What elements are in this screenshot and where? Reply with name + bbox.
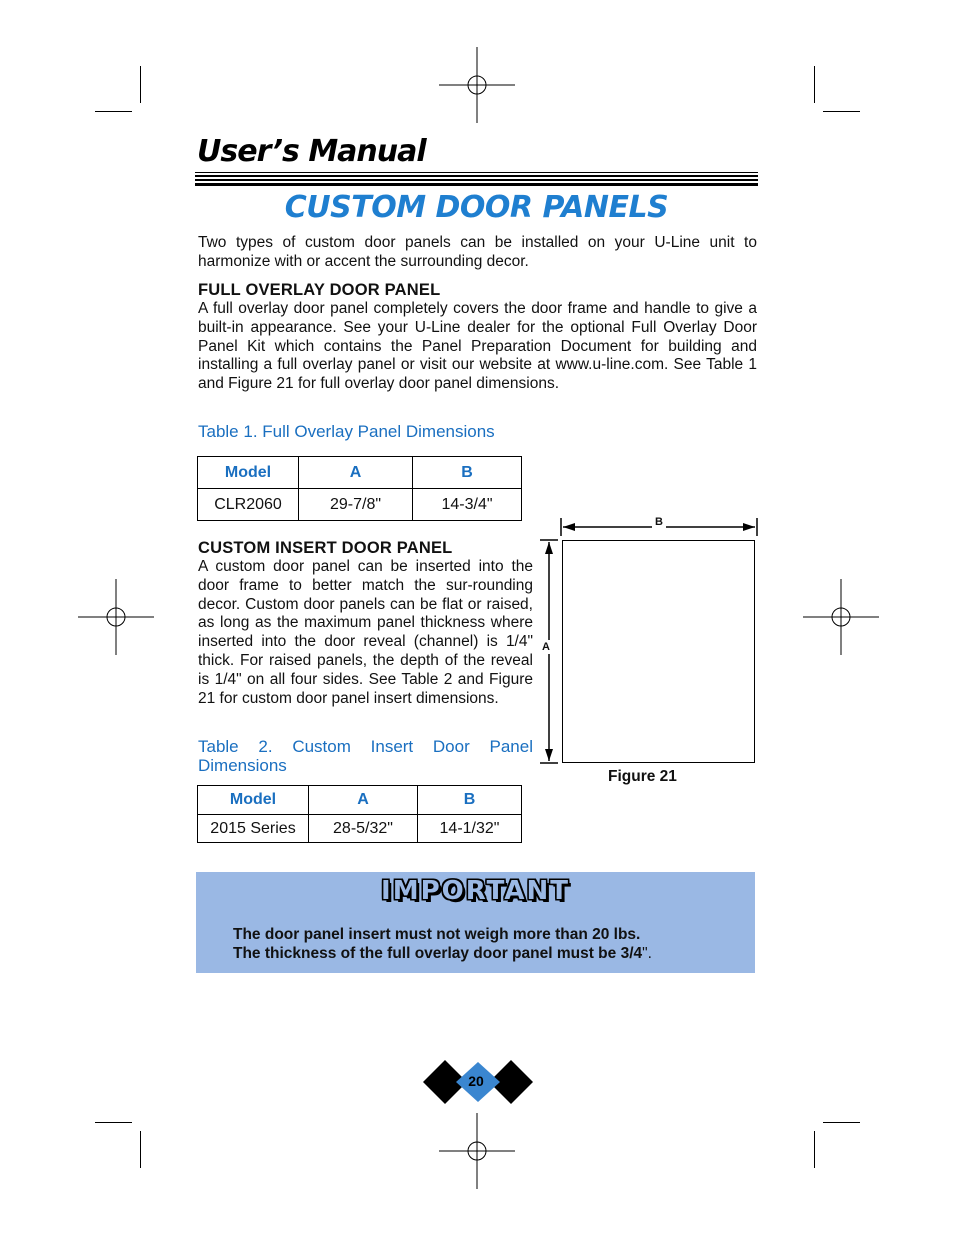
full-overlay-paragraph: A full overlay door panel completely covers the door frame and handle to give a built-in appearance. See your U-Line dealer for the optional Full Overlay Door Panel Kit which contains the Panel Preparation Document for building and installing a full overlay panel or visit our website at www.u-line.com. See Table 1 and Figure 21 for full overlay door panel dimensions. xyxy=(198,300,757,393)
important-title: IMPORTANT xyxy=(381,876,570,906)
crop-mark xyxy=(814,66,815,103)
table-header-cell: Model xyxy=(198,457,299,489)
registration-mark-icon xyxy=(439,1113,515,1189)
important-text xyxy=(233,925,723,963)
crop-mark xyxy=(95,111,132,112)
table-cell: 2015 Series xyxy=(198,815,309,843)
registration-mark-icon xyxy=(78,579,154,655)
important-line-2 xyxy=(233,944,723,963)
table-cell: 29-7/8" xyxy=(299,489,413,521)
table-header-cell: Model xyxy=(198,786,309,815)
table2-caption: Table 2. Custom Insert Door Panel Dimensions xyxy=(198,737,533,775)
crop-mark xyxy=(140,1131,141,1168)
crop-mark xyxy=(814,1131,815,1168)
table-header-cell: A xyxy=(299,457,413,489)
full-overlay-heading: FULL OVERLAY DOOR PANEL xyxy=(198,281,441,299)
header-rule xyxy=(195,172,758,188)
table-cell: CLR2060 xyxy=(198,489,299,521)
table-header-row xyxy=(198,457,522,489)
table-header-cell: A xyxy=(309,786,418,815)
table1-caption: Table 1. Full Overlay Panel Dimensions xyxy=(198,422,495,441)
table-header-row xyxy=(198,786,522,815)
table-header-cell: B xyxy=(418,786,522,815)
table1 xyxy=(197,456,522,521)
door-panel-diagram xyxy=(562,540,755,763)
intro-paragraph: Two types of custom door panels can be installed on your U-Line unit to harmonize with or accent the surrounding decor. xyxy=(198,234,757,270)
registration-mark-icon xyxy=(439,47,515,123)
table-row xyxy=(198,815,522,843)
crop-mark xyxy=(95,1122,132,1123)
table-cell: 14-1/32" xyxy=(418,815,522,843)
crop-mark xyxy=(140,66,141,103)
important-line-2-text: The thickness of the full overlay door panel must be 3/4 xyxy=(233,945,643,962)
page-number: 20 xyxy=(468,1073,484,1089)
figure-caption: Figure 21 xyxy=(608,768,677,785)
manual-title: User’s Manual xyxy=(197,134,426,169)
crop-mark xyxy=(823,111,860,112)
custom-insert-paragraph: A custom door panel can be inserted into the door frame to better match the sur-rounding decor. Custom door panels can be flat or raised, as long as the maximum panel thickness where inserted into the door reveal (channel) is 1/4" thick. For raised panels, the depth of the reveal is 1/4" on all four sides. See Table 2 and Figure 21 for custom door panel insert dimensions. xyxy=(198,558,533,707)
crop-mark xyxy=(823,1122,860,1123)
table-cell: 14-3/4" xyxy=(413,489,522,521)
table-header-cell: B xyxy=(413,457,522,489)
dimension-b-label: B xyxy=(652,516,666,528)
table2 xyxy=(197,785,522,843)
section-title: CUSTOM DOOR PANELS xyxy=(284,190,669,225)
table-row xyxy=(198,489,522,521)
important-line-1: The door panel insert must not weigh more than 20 lbs. xyxy=(233,926,641,943)
registration-mark-icon xyxy=(803,579,879,655)
important-line-2-end: ". xyxy=(642,945,652,962)
custom-insert-heading: CUSTOM INSERT DOOR PANEL xyxy=(198,539,453,557)
dimension-a-label: A xyxy=(542,641,550,653)
table-cell: 28-5/32" xyxy=(309,815,418,843)
